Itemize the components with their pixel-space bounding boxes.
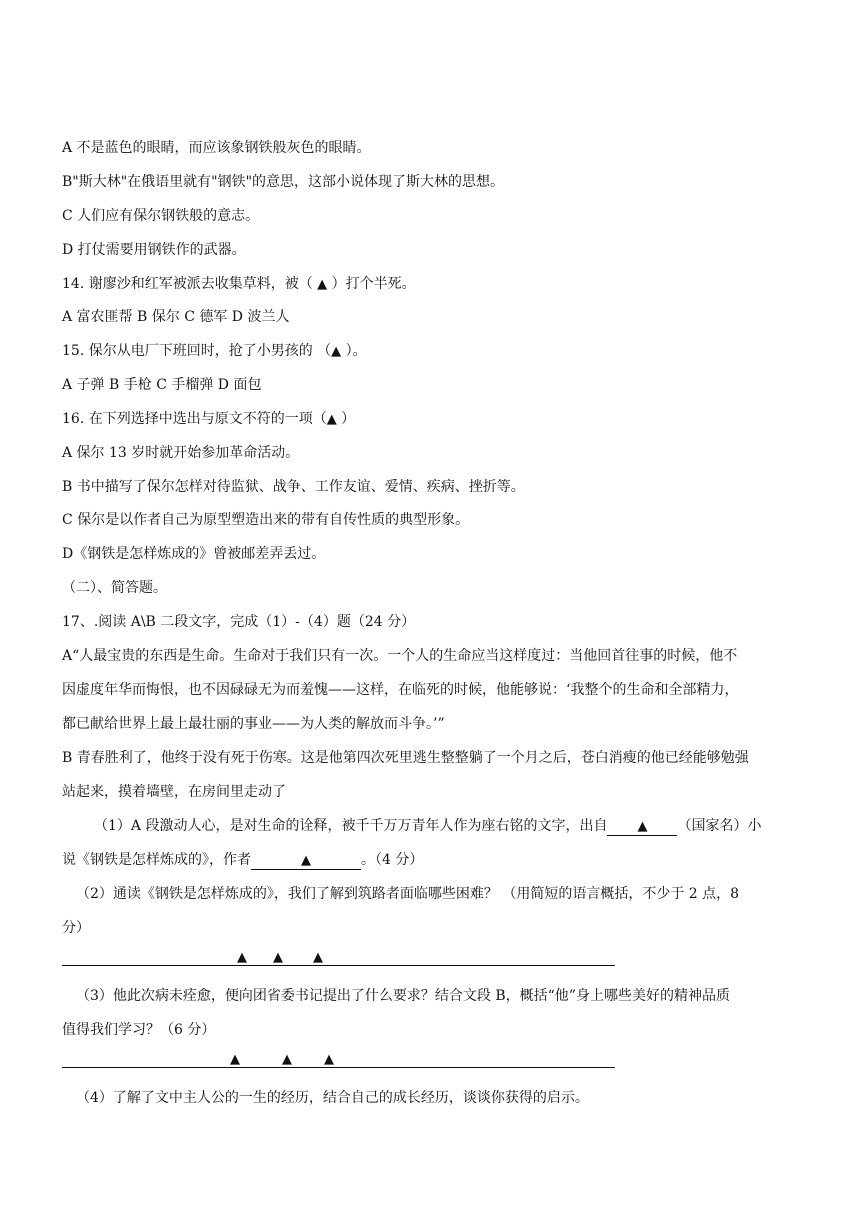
section-title-short-answer: （二）、简答题。 <box>62 580 167 596</box>
q17-sub2-line1: （2）通读《钢铁是怎样炼成的》，我们了解到筑路者面临哪些困难？ （用简短的语言概括，不少于 2 点，8 <box>76 886 740 902</box>
answer-triangle-icon: ▲ <box>331 344 342 359</box>
q16-stem <box>62 409 355 429</box>
answer-triangle-icon: ▲ <box>326 412 337 427</box>
q14-stem <box>62 274 416 294</box>
answer-triangle-icon: ▲ <box>273 950 283 965</box>
q13-option-b: B"斯大林"在俄语里就有"钢铁"的意思，这部小说体现了斯大林的思想。 <box>62 174 505 190</box>
answer-triangle-icon: ▲ <box>313 950 323 965</box>
q17-sub3-answer-marks <box>230 1052 334 1068</box>
q16-option-d: D《钢铁是怎样炼成的》曾被邮差弄丢过。 <box>62 546 326 562</box>
q17-sub2-answer-line[interactable] <box>62 965 615 966</box>
q17-sub1-text-d: 。（4 分） <box>361 852 424 868</box>
q17-sub1-text-c: 说《钢铁是怎样炼成的》，作者 <box>62 852 251 868</box>
q17-passage-b-line1: B 青春胜利了，他终于没有死于伤寒。这是他第四次死里逃生整整躺了一个月之后，苍白消瘦的他已经能够勉强 <box>62 750 749 766</box>
q17-sub3-line1: （3）他此次病未痊愈，便向团省委书记提出了什么要求？结合文段 B，概括“他”身上哪些美好的精神品质 <box>76 988 730 1004</box>
q14-stem-after: ）打个半死。 <box>327 276 416 292</box>
answer-triangle-icon: ▲ <box>230 1052 240 1067</box>
q15-options: A 子弹 B 手枪 C 手榴弹 D 面包 <box>62 377 262 393</box>
q17-stem: 17、.阅读 A\B 二段文字，完成（1）-（4）题（24 分） <box>62 614 416 630</box>
q17-sub3-line2: 值得我们学习？（6 分） <box>62 1022 216 1038</box>
q17-sub2-line2: 分） <box>62 920 90 936</box>
q17-sub1-text-a: （1）A 段激动人心，是对生命的诠释，被千千万万青年人作为座右铭的文字，出自 <box>94 818 608 834</box>
answer-triangle-icon: ▲ <box>637 819 648 834</box>
q17-passage-a-line2: 因虚度年华而悔恨，也不因碌碌无为而羞愧——这样，在临死的时候，他能够说：‘我整个的生命和全部精力， <box>62 682 739 698</box>
q17-sub4-line1: （4）了解了文中主人公的一生的经历，结合自己的成长经历，谈谈你获得的启示。 <box>76 1090 589 1106</box>
author-answer-blank[interactable] <box>251 852 361 870</box>
q17-passage-a-line1: A“人最宝贵的东西是生命。生命对于我们只有一次。一个人的生命应当这样度过：当他回首往事的时候，他不 <box>62 648 738 664</box>
q16-option-c: C 保尔是以作者自己为原型塑造出来的带有自传性质的典型形象。 <box>62 512 470 528</box>
answer-triangle-icon: ▲ <box>301 853 311 868</box>
q17-sub1-text-b: （国家名）小 <box>677 818 762 834</box>
q14-options: A 富农匪帮 B 保尔 C 德军 D 波兰人 <box>62 309 290 325</box>
q17-sub2-answer-marks <box>237 950 323 966</box>
q16-stem-after: ） <box>336 411 356 427</box>
q17-sub1-line1 <box>94 816 761 836</box>
q16-stem-before: 16. 在下列选择中选出与原文不符的一项（ <box>62 411 327 427</box>
q17-sub1-line2 <box>62 850 423 870</box>
q15-stem <box>62 341 367 361</box>
q17-passage-b-line2: 站起来，摸着墙壁，在房间里走动了 <box>62 784 286 800</box>
q15-stem-before: 15. 保尔从电厂下班回时，抢了小男孩的 （ <box>62 343 332 359</box>
answer-triangle-icon: ▲ <box>282 1052 292 1067</box>
q16-option-b: B 书中描写了保尔怎样对待监狱、战争、工作友谊、爱情、疾病、挫折等。 <box>62 479 525 495</box>
q15-stem-after: ）。 <box>341 343 367 359</box>
answer-triangle-icon: ▲ <box>324 1052 334 1067</box>
q17-sub3-answer-line[interactable] <box>62 1067 615 1068</box>
q17-passage-a-line3: 都已献给世界上最上最壮丽的事业——为人类的解放而斗争。’” <box>62 716 445 732</box>
answer-triangle-icon: ▲ <box>237 950 247 965</box>
answer-triangle-icon: ▲ <box>317 277 328 292</box>
q13-option-d: D 打仗需要用钢铁作的武器。 <box>62 242 246 258</box>
q14-stem-before: 14. 谢廖沙和红军被派去收集草料，被（ <box>62 276 318 292</box>
q16-option-a: A 保尔 13 岁时就开始参加革命活动。 <box>62 445 300 461</box>
country-answer-blank[interactable] <box>607 818 677 836</box>
q13-option-c: C 人们应有保尔钢铁般的意志。 <box>62 208 260 224</box>
q13-option-a: A 不是蓝色的眼睛，而应该象钢铁般灰色的眼睛。 <box>62 140 371 156</box>
